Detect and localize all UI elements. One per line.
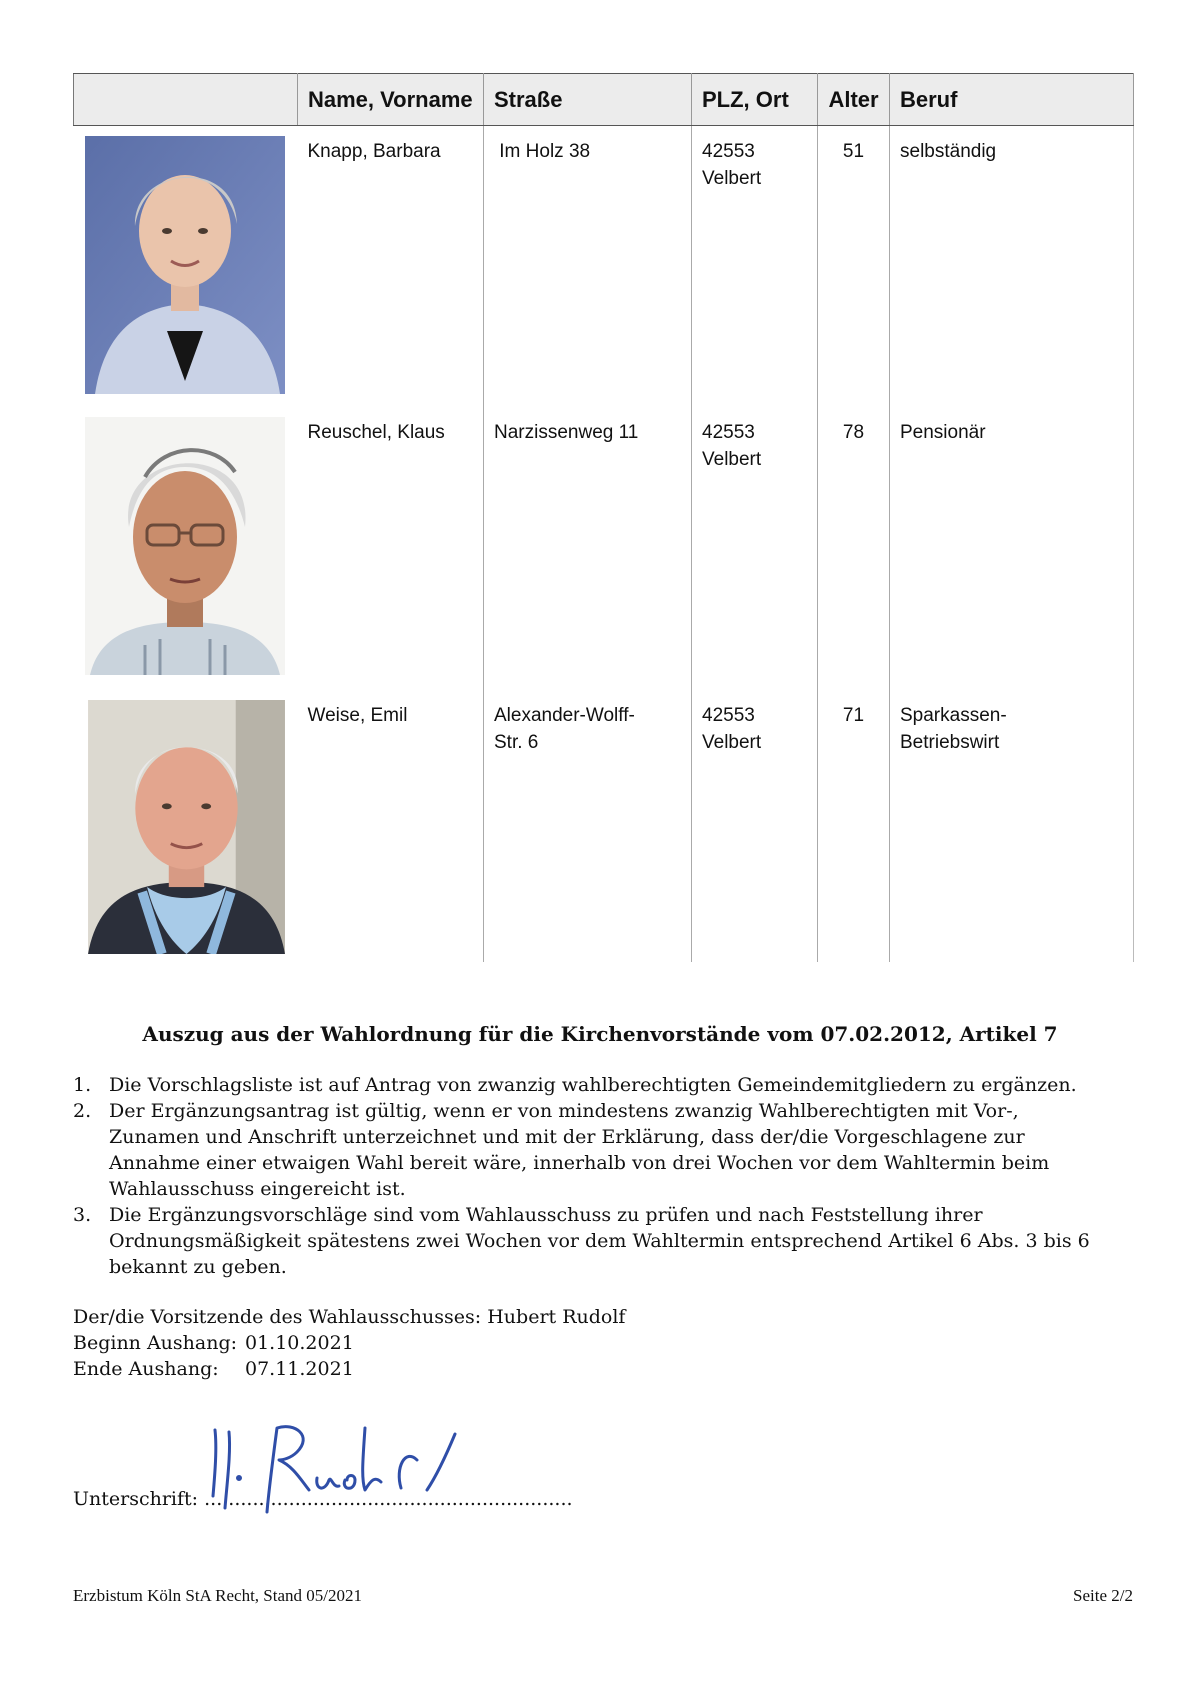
header-city: PLZ, Ort: [692, 74, 818, 126]
end-date: 07.11.2021: [245, 1358, 354, 1380]
cell-job: Sparkassen- Betriebswirt: [890, 690, 1134, 962]
cell-street: Im Holz 38: [484, 126, 692, 408]
cell-street: Alexander-Wolff- Str. 6: [484, 690, 692, 962]
cell-name: Reuschel, Klaus: [298, 407, 484, 690]
page-number: Seite 2/2: [1073, 1586, 1133, 1605]
header-age: Alter: [818, 74, 890, 126]
table-row: [74, 407, 1134, 690]
list-item-text: Die Vorschlagsliste ist auf Antrag von zwanzig wahlberechtigten Gemeindemitgliedern zu ergänzen.: [109, 1074, 1077, 1096]
candidate-photo: [85, 417, 285, 675]
footer-left: Erzbistum Köln StA Recht, Stand 05/2021: [73, 1586, 362, 1605]
header-street: Straße: [484, 74, 692, 126]
cell-name: Knapp, Barbara: [298, 126, 484, 408]
end-line: [73, 1358, 354, 1380]
table-row: [74, 126, 1134, 408]
candidate-photo: [85, 700, 288, 954]
cell-name: Weise, Emil: [298, 690, 484, 962]
list-item: [73, 1202, 1103, 1280]
handwritten-signature: [205, 1418, 475, 1518]
list-item: [73, 1072, 1103, 1098]
begin-line: [73, 1332, 354, 1354]
cell-age: 78: [818, 407, 890, 690]
extract-title: Auszug aus der Wahlordnung für die Kirchenvorstände vom 07.02.2012, Artikel 7: [142, 1022, 1058, 1046]
cell-street: Narzissenweg 11: [484, 407, 692, 690]
cell-age: 51: [818, 126, 890, 408]
chair-line: [73, 1306, 625, 1328]
header-name: Name, Vorname: [298, 74, 484, 126]
cell-age: 71: [818, 690, 890, 962]
header-job: Beruf: [890, 74, 1134, 126]
begin-date: 01.10.2021: [245, 1332, 354, 1354]
table-row: [74, 690, 1134, 962]
list-item: [73, 1098, 1103, 1202]
rules-list: [73, 1072, 1103, 1280]
end-label: Ende Aushang:: [73, 1358, 219, 1380]
photo-cell: [74, 126, 298, 408]
photo-cell: [74, 690, 298, 962]
signature-label: Unterschrift:: [73, 1488, 199, 1510]
chair-label: Der/die Vorsitzende des Wahlausschusses:: [73, 1306, 482, 1328]
list-item-number: 2.: [73, 1100, 92, 1122]
table-header-row: [74, 74, 1134, 126]
begin-label: Beginn Aushang:: [73, 1332, 238, 1354]
cell-city: 42553 Velbert: [692, 407, 818, 690]
chair-name: Hubert Rudolf: [487, 1306, 626, 1328]
list-item-number: 1.: [73, 1074, 92, 1096]
list-item-number: 3.: [73, 1204, 92, 1226]
signature-dots: .............................................................: [204, 1488, 573, 1510]
candidate-photo: [85, 136, 285, 394]
list-item-text: Die Ergänzungsvorschläge sind vom Wahlausschuss zu prüfen und nach Feststellung ihrer Ordnungsmäßigkeit spätestens zwei Wochen vor dem Wahltermin entsprechend Artikel 6 Abs. 3 bis 6 bekannt zu geben.: [109, 1204, 1090, 1278]
photo-cell: [74, 407, 298, 690]
cell-job: Pensionär: [890, 407, 1134, 690]
cell-job: selbständig: [890, 126, 1134, 408]
header-photo: [74, 74, 298, 126]
list-item-text: Der Ergänzungsantrag ist gültig, wenn er von mindestens zwanzig Wahlberechtigten mit Vor-, Zunamen und Anschrift unterzeichnet und mit der Erklärung, dass der/die Vorgeschlagene zur Annahme einer etwaigen Wahl bereit wäre, innerhalb von drei Wochen vor dem Wahltermin beim Wahlausschuss eingereicht ist.: [109, 1100, 1050, 1200]
candidate-table: [73, 73, 1134, 962]
cell-city: 42553 Velbert: [692, 126, 818, 408]
cell-city: 42553 Velbert: [692, 690, 818, 962]
